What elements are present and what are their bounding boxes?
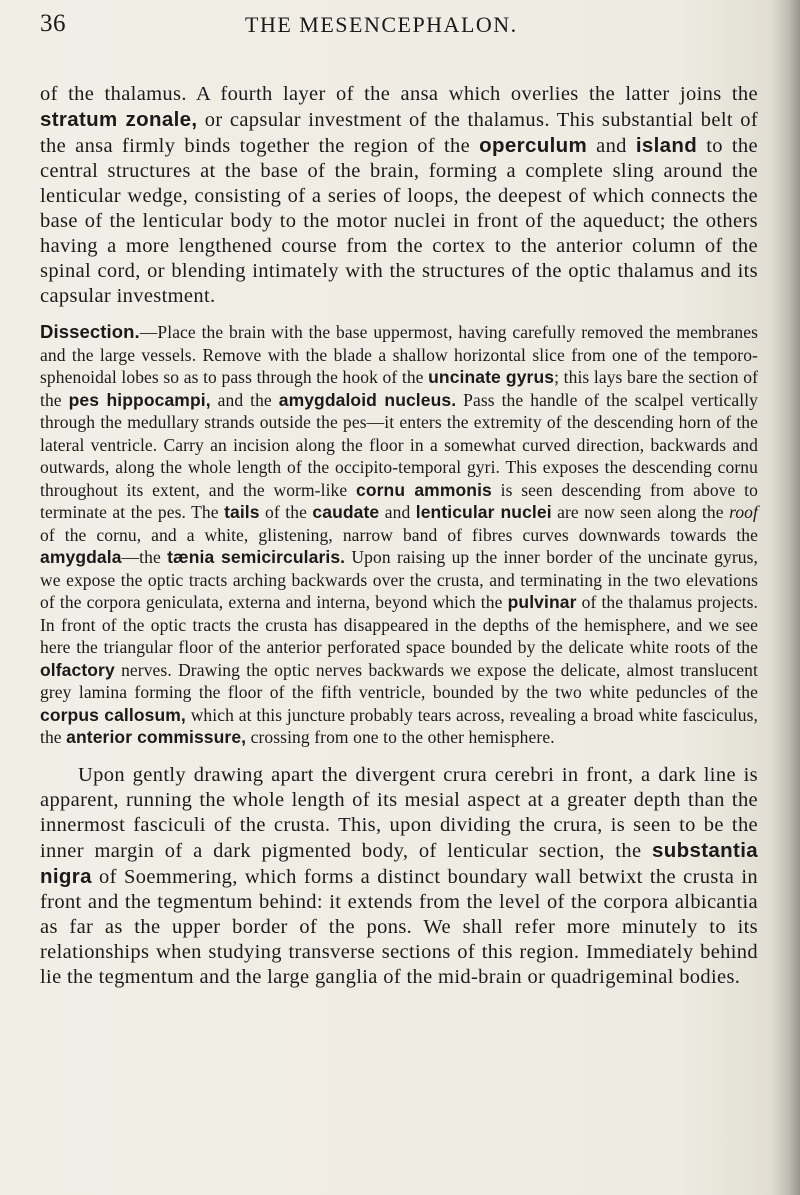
text-span: crossing from one to the other hemisphere. (246, 727, 555, 747)
term-amygdala: amygdala (40, 547, 122, 567)
term-pulvinar: pulvinar (507, 592, 577, 612)
text-span: to the central structures at the base of the brain, forming a complete sling around the lenticular wedge, consisting of a series of loops, the deepest of which connects the base of the lenticular body to the motor nuclei in front of the aqueduct; the others having a more lengthened course from the cortex to the anterior column of the spinal cord, or blending intimately with the structures of the optic thalamus and its capsular investment. (40, 135, 758, 307)
text-span: Upon raising up the inner border of the uncinate gyrus, we expose the optic tracts arching backwards over the crusta, and terminating in the two elevations of the corpora geniculata, externa and interna, beyond which the (40, 547, 758, 612)
text-span: —Place the brain with the base uppermost, having carefully removed the membranes and the large vessels. Remove with the blade a shallow horizontal slice from one of the temporo-sphenoidal lobes so as to pass through the hook of the (40, 322, 758, 387)
term-operculum: operculum (479, 134, 588, 157)
text-span: of the (259, 502, 313, 522)
page-header (40, 10, 760, 50)
term-taenia-semicircularis: tænia semicircularis. (167, 547, 346, 567)
page-number: 36 (40, 10, 66, 37)
term-stratum-zonale: stratum zonale, (40, 108, 198, 131)
term-island: island (635, 134, 698, 157)
dissection-heading: Dissection. (40, 321, 140, 342)
text-span: and (587, 135, 636, 157)
emphasis-roof: roof (729, 502, 758, 522)
paragraph-ansa (40, 82, 758, 309)
term-lenticular-nuclei: lenticular nuclei (415, 502, 552, 522)
running-head: THE MESENCEPHALON. (245, 12, 518, 37)
term-uncinate-gyrus: uncinate gyrus (428, 367, 555, 387)
text-span: of the cornu, and a white, glistening, narrow band of fibres curves downwards towards the (40, 524, 758, 545)
text-span: and (379, 502, 416, 522)
term-substantia-nigra: substantia nigra (40, 838, 758, 888)
term-caudate: caudate (312, 502, 380, 522)
text-span: nerves. Drawing the optic nerves backwards we expose the delicate, almost translucent grey lamina forming the floor of the fifth ventricle, bounded by the two white peduncles of the (40, 659, 758, 702)
page-edge-shadow (772, 0, 800, 1195)
term-pes-hippocampi: pes hippocampi, (68, 389, 211, 410)
term-corpus-callosum: corpus callosum, (40, 704, 186, 725)
term-tails: tails (224, 502, 260, 522)
paragraph-dissection (40, 321, 758, 749)
text-span: ; this lays bare the section of the (40, 367, 758, 410)
term-cornu-ammonis: cornu ammonis (356, 479, 492, 500)
term-anterior-commissure: anterior commissure, (66, 727, 247, 747)
term-olfactory: olfactory (40, 659, 115, 680)
text-span: which at this juncture probably tears across, revealing a broad white fasciculus, the (40, 704, 758, 747)
term-amygdaloid-nucleus: amygdaloid nucleus. (278, 389, 457, 410)
paragraph-substantia-nigra (40, 763, 758, 990)
text-span: are now seen along the (551, 502, 730, 522)
text-span: of Soemmering, which forms a distinct boundary wall betwixt the crusta in front and the tegmentum behind: it extends from the level of the corpora albicantia as far as the upper border of the pons. We shall refer more minutely to its relationships when studying transverse sections of this region. Immediately behind lie the tegmentum and the large ganglia of the mid-brain or quadrigeminal bodies. (40, 865, 758, 988)
text-span: and the (210, 389, 279, 410)
body-text (40, 82, 758, 990)
text-span: —the (121, 547, 168, 567)
text-span: Pass the handle of the scalpel vertically through the medullary strands outside the pes—it enters the extremity of the descending horn of the lateral ventricle. Carry an incision along the floor in a somewhat curved direction, backwards and outwards, along the whole length of the occipito-temporal gyri. This exposes the descending cornu throughout its extent, and the worm-like (40, 389, 759, 500)
text-span: of the thalamus projects. In front of the optic tracts the crusta has disappeared in the depths of the hemisphere, and we see here the triangular floor of the anterior perforated space bounded by the delicate white roots of the (40, 592, 759, 657)
text-span: or capsular investment of the thalamus. This substantial belt of the ansa firmly binds together the region of the (40, 109, 759, 157)
text-span: is seen descending from above to terminate at the pes. The (40, 479, 758, 522)
text-span: Upon gently drawing apart the divergent crura cerebri in front, a dark line is apparent, running the whole length of its mesial aspect at a greater depth than the innermost fasciculi of the crusta. This, upon dividing the crura, is seen to be the inner margin of a dark pigmented body, of lenticular section, the (40, 763, 758, 862)
text-span: of the thalamus. A fourth layer of the ansa which overlies the latter joins the (40, 83, 758, 105)
